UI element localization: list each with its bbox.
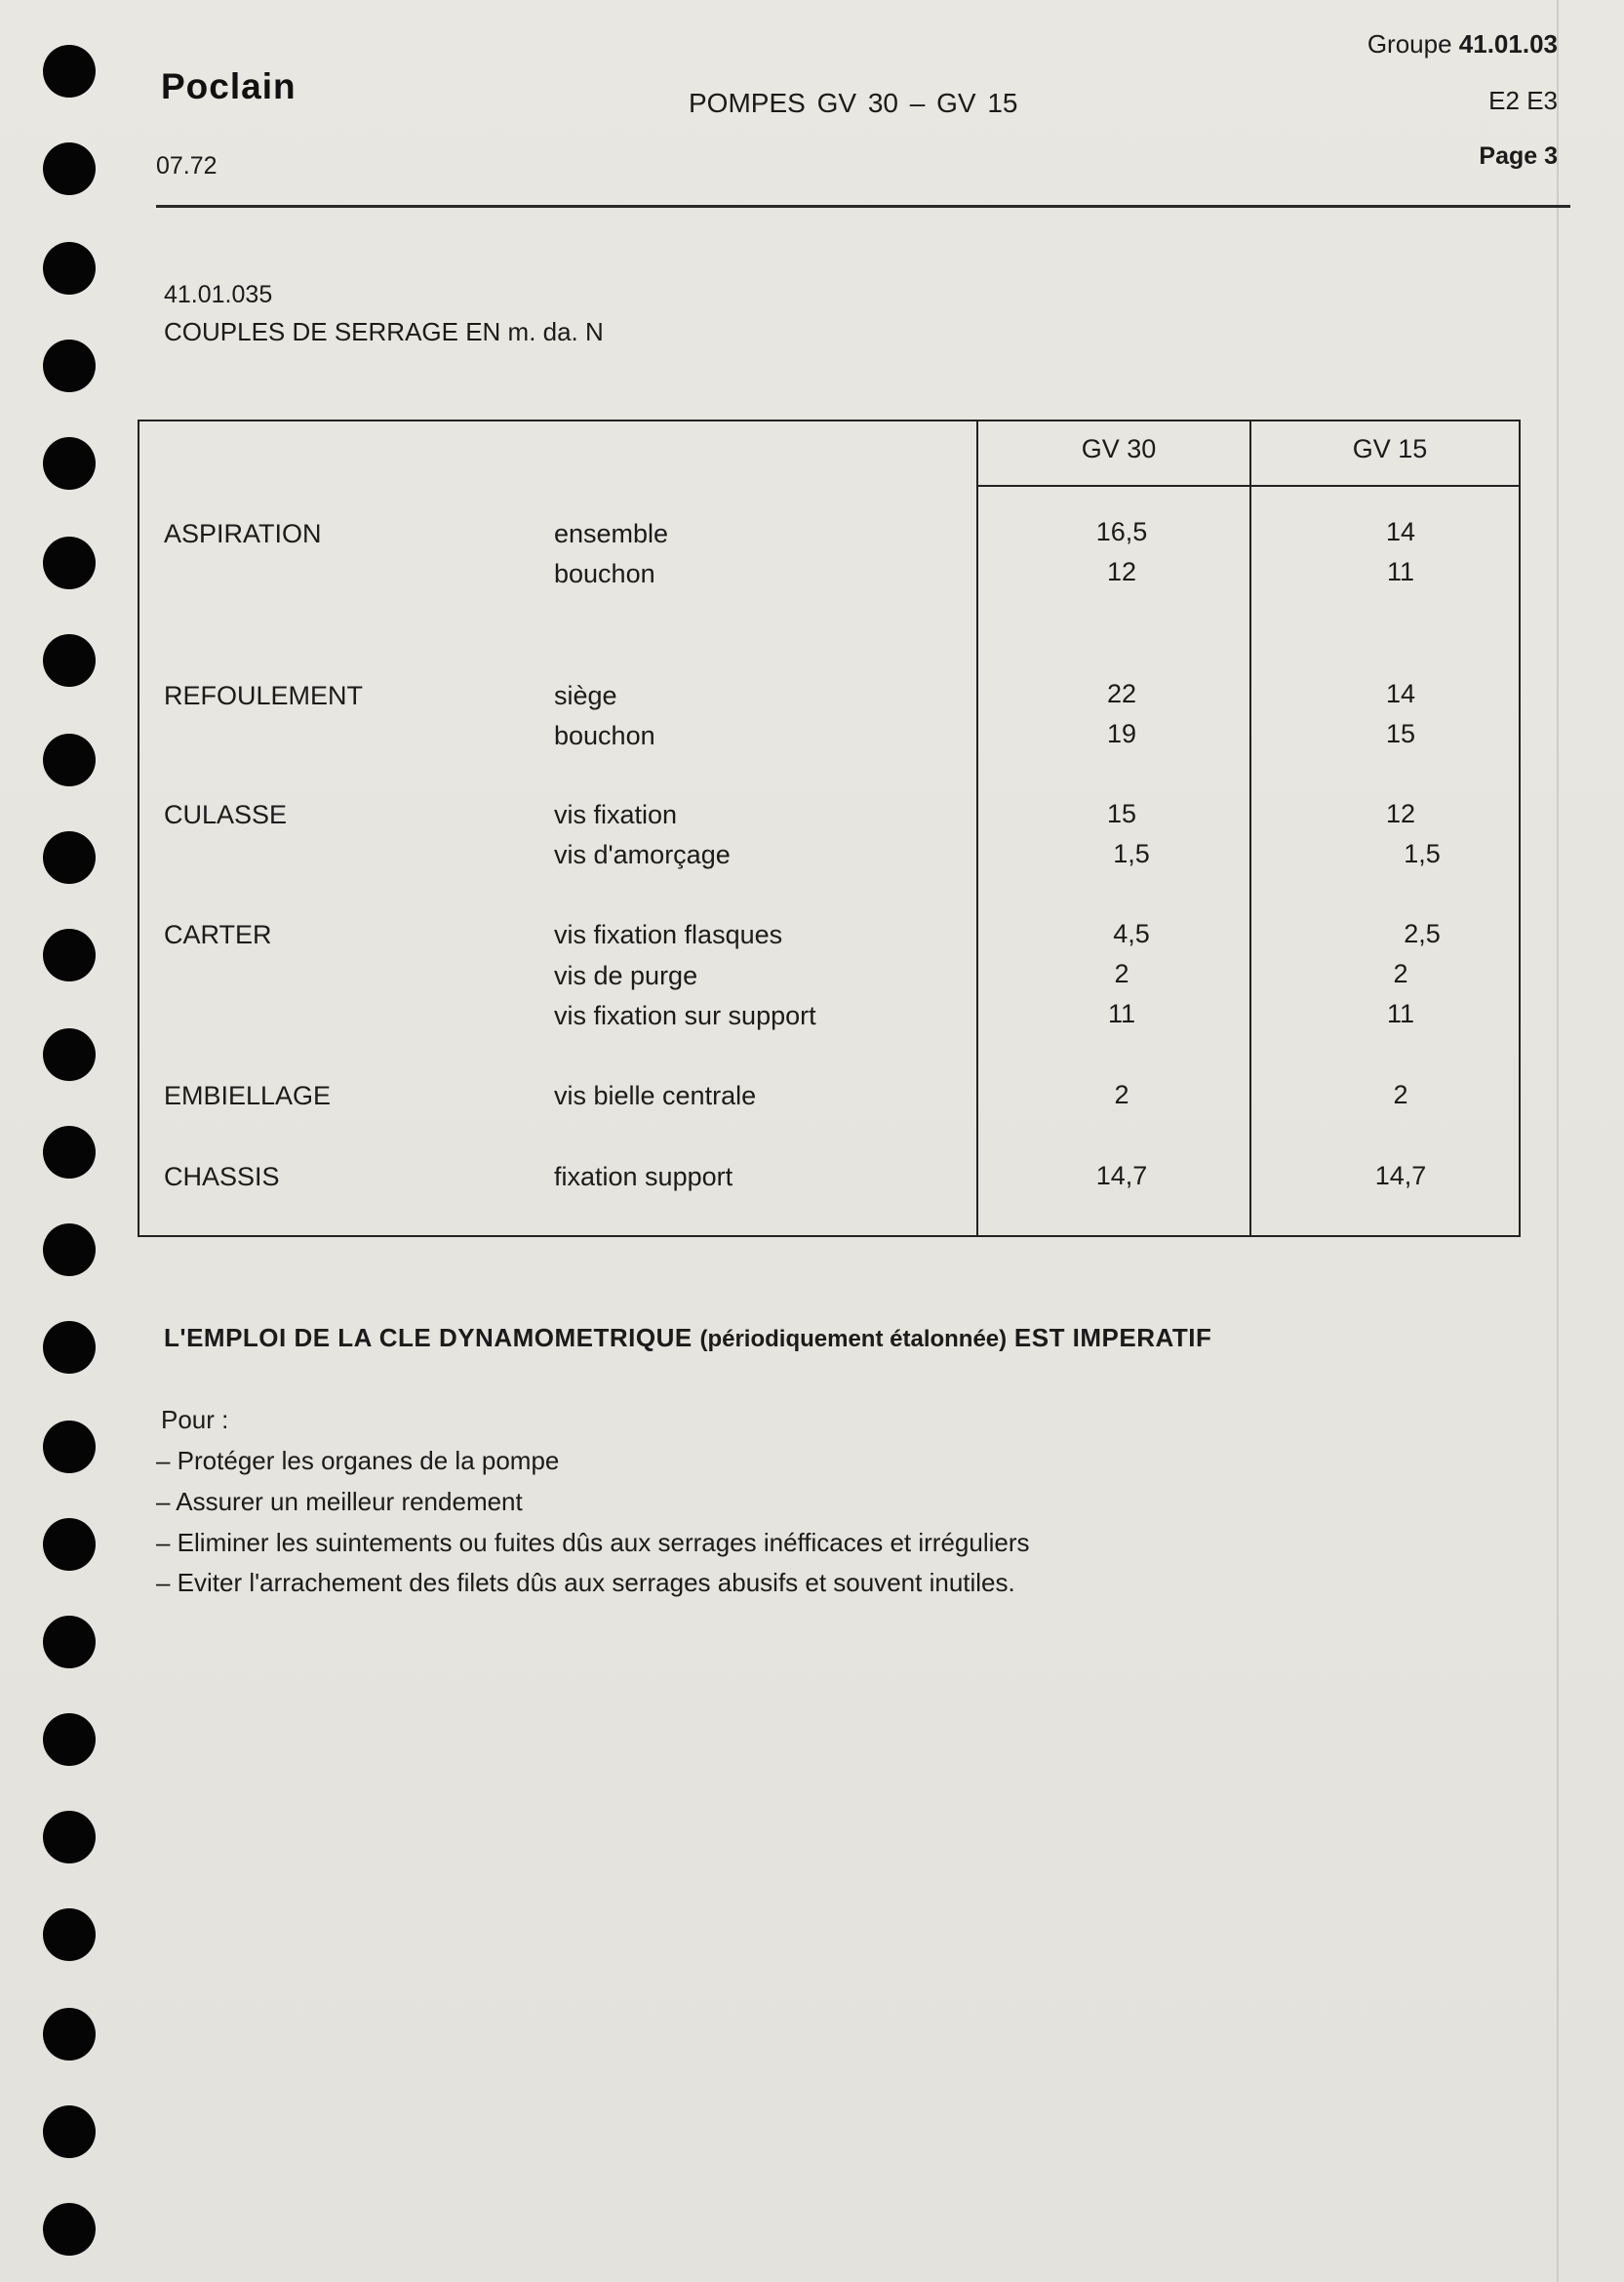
table-row-part: vis bielle centrale	[554, 1081, 757, 1110]
table-row-value-gv15: 2	[1393, 1080, 1408, 1109]
table-row-value-gv15: 11	[1386, 557, 1415, 586]
warning-text-start: L'EMPLOI DE LA CLE DYNAMOMETRIQUE	[164, 1323, 700, 1352]
binder-hole	[43, 45, 96, 98]
document-date: 07.72	[156, 152, 218, 180]
table-row-category: CARTER	[164, 920, 272, 949]
table-row-value-gv15: 12	[1385, 799, 1416, 828]
column-header-gv15: GV 15	[1352, 434, 1428, 463]
binder-hole	[43, 1616, 96, 1668]
binder-hole	[43, 734, 96, 786]
table-row-category: CULASSE	[164, 800, 288, 829]
table-row-value-gv30: 11	[1107, 999, 1136, 1028]
binder-hole	[43, 1713, 96, 1766]
header-divider	[156, 205, 1570, 208]
binder-hole	[43, 437, 96, 490]
warning-text-end: EST IMPERATIF	[1007, 1323, 1212, 1352]
binder-hole	[43, 537, 96, 589]
torque-wrench-warning	[164, 1323, 1211, 1353]
page-number: Page 3	[1479, 142, 1558, 170]
binder-hole	[43, 242, 96, 295]
table-row-value-gv15: 2	[1393, 959, 1408, 988]
table-column-divider	[1249, 420, 1251, 1237]
table-row-part: vis fixation flasques	[554, 920, 783, 949]
binder-hole	[43, 1518, 96, 1571]
binder-hole	[43, 929, 96, 981]
edition-code: E2 E3	[1488, 86, 1558, 115]
section-title: COUPLES DE SERRAGE EN m. da. N	[164, 317, 604, 346]
table-row-value-gv30: 19	[1106, 719, 1137, 748]
binder-hole	[43, 1908, 96, 1961]
group-number: 41.01.03	[1458, 29, 1558, 59]
notice-item: – Protéger les organes de la pompe	[156, 1446, 560, 1475]
table-row-part: bouchon	[554, 721, 655, 750]
table-row-value-gv15: 2,5	[1404, 919, 1441, 948]
binder-hole	[43, 1321, 96, 1374]
notice-item: – Assurer un meilleur rendement	[156, 1487, 523, 1516]
table-row-part: vis d'amorçage	[554, 840, 731, 869]
table-row-category: EMBIELLAGE	[164, 1081, 332, 1110]
binder-hole	[43, 1421, 96, 1473]
column-header-gv30: GV 30	[1081, 434, 1157, 463]
notice-item: – Eliminer les suintements ou fuites dûs aux serrages inéfficaces et irréguliers	[156, 1528, 1030, 1557]
table-row-category: REFOULEMENT	[164, 681, 364, 710]
table-row-value-gv15: 14	[1385, 679, 1416, 708]
binder-hole	[43, 1811, 96, 1863]
table-row-value-gv30: 12	[1106, 557, 1137, 586]
table-row-category: CHASSIS	[164, 1162, 280, 1191]
warning-text-parenthetical: (périodiquement étalonnée)	[699, 1326, 1008, 1352]
table-row-part: fixation support	[554, 1162, 733, 1191]
table-row-part: vis fixation sur support	[554, 1001, 816, 1030]
binder-hole	[43, 831, 96, 884]
page-edge-line	[1557, 0, 1559, 2282]
table-row-part: vis fixation	[554, 800, 678, 829]
table-row-part: vis de purge	[554, 961, 698, 990]
table-row-value-gv30: 2	[1114, 959, 1129, 988]
binder-hole	[43, 1126, 96, 1179]
table-row-value-gv30: 15	[1106, 799, 1137, 828]
brand-logo: Poclain	[161, 66, 297, 106]
binder-hole	[43, 142, 96, 195]
binder-hole	[43, 2008, 96, 2061]
table-row-value-gv30: 4,5	[1113, 919, 1150, 948]
binder-hole	[43, 2105, 96, 2158]
binder-hole	[43, 1223, 96, 1276]
table-row-value-gv15: 14	[1385, 517, 1416, 546]
binder-hole	[43, 340, 96, 392]
table-row-value-gv30: 22	[1106, 679, 1137, 708]
torque-table	[138, 420, 1521, 1237]
table-row-value-gv15: 14,7	[1374, 1161, 1427, 1190]
group-label: Groupe	[1367, 29, 1459, 59]
table-row-value-gv30: 2	[1114, 1080, 1129, 1109]
table-row-part: bouchon	[554, 559, 655, 588]
table-row-part: ensemble	[554, 519, 669, 548]
table-header-divider	[976, 485, 1521, 487]
document-title: POMPES GV 30 – GV 15	[689, 88, 1018, 118]
table-column-divider	[976, 420, 978, 1237]
table-row-value-gv15: 11	[1386, 999, 1415, 1028]
table-row-category: ASPIRATION	[164, 519, 322, 548]
section-code: 41.01.035	[164, 281, 273, 308]
table-row-value-gv30: 16,5	[1095, 517, 1148, 546]
notice-item: – Eviter l'arrachement des filets dûs aux serrages abusifs et souvent inutiles.	[156, 1568, 1015, 1597]
table-row-value-gv15: 15	[1385, 719, 1416, 748]
binder-hole	[43, 1028, 96, 1081]
binder-hole	[43, 2203, 96, 2256]
notice-intro: Pour :	[161, 1405, 229, 1434]
table-row-value-gv30: 1,5	[1113, 839, 1150, 868]
binder-hole	[43, 634, 96, 687]
group-reference	[1367, 29, 1558, 60]
table-row-value-gv15: 1,5	[1404, 839, 1441, 868]
table-row-part: siège	[554, 681, 617, 710]
table-row-value-gv30: 14,7	[1095, 1161, 1148, 1190]
